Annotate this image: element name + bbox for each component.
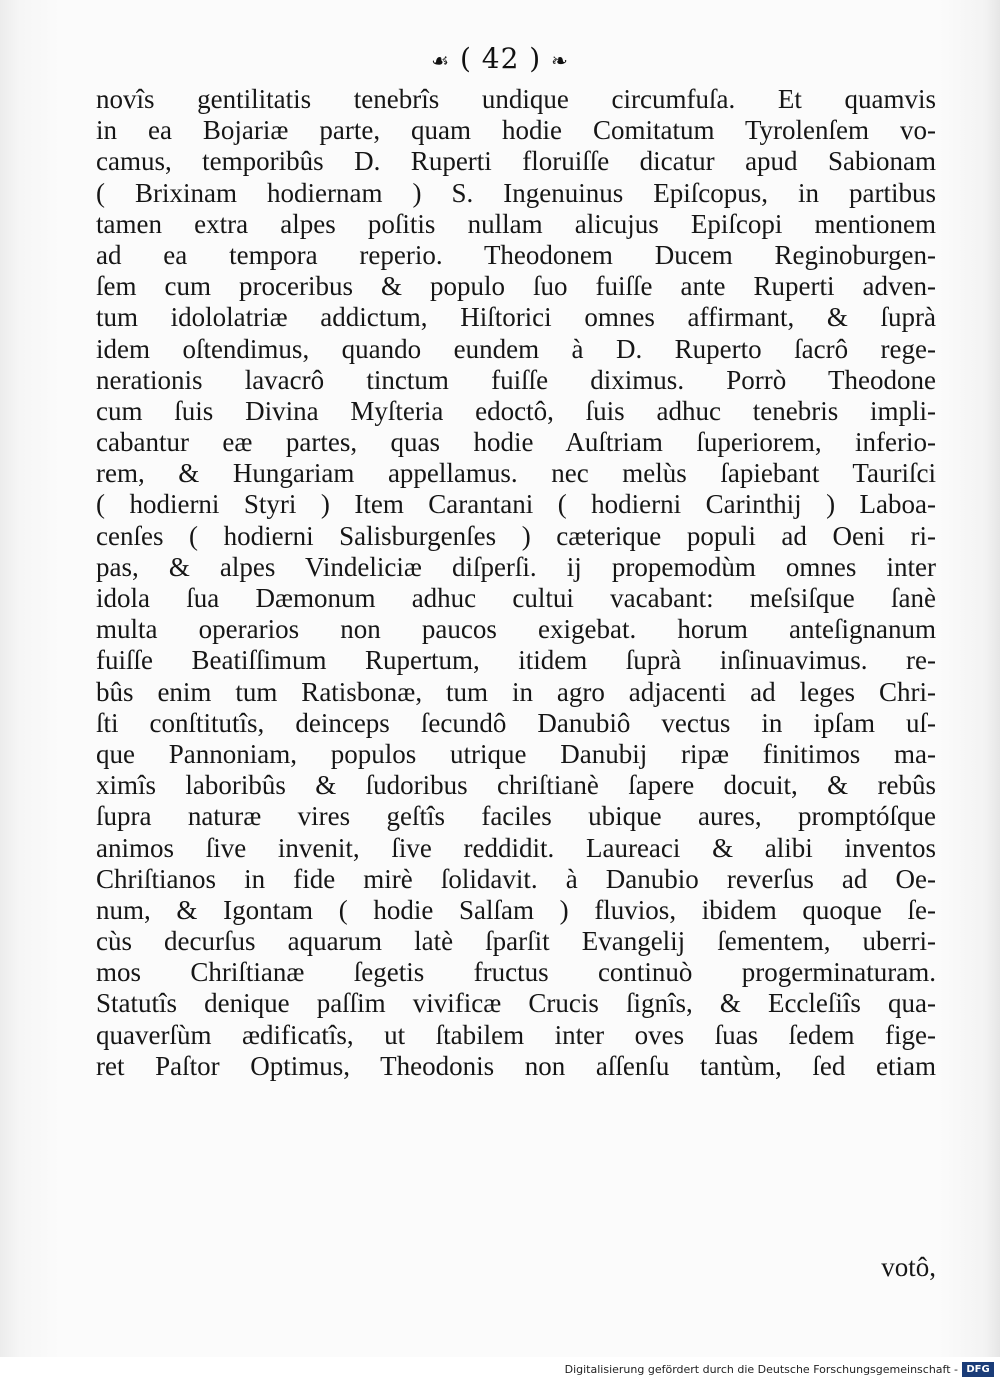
text-line: bûs enim tum Ratisbonæ, tum in agro adjacenti ad leges Chri- <box>96 676 936 707</box>
text-line: ret Paſtor Optimus, Theodonis non aſſenſu tantùm, ſed etiam <box>96 1050 936 1081</box>
text-line: nerationis lavacrô tinctum fuiſſe diximus. Porrò Theodone <box>96 364 936 395</box>
text-line: quaverſùm ædificatîs, ut ſtabilem inter oves ſuas ſedem fige- <box>96 1019 936 1050</box>
text-line: ſti conſtitutîs, deinceps ſecundô Danubiô vectus in ipſam uſ- <box>96 707 936 738</box>
text-line: Statutîs denique paſſim vivificæ Crucis ſignîs, & Eccleſiîs qua- <box>96 988 936 1019</box>
catchword: votô, <box>881 1252 936 1282</box>
page-header <box>0 42 1000 75</box>
text-line: Chriſtianos in fide mirè ſolidavit. à Danubio reverſus ad Oe- <box>96 863 936 894</box>
text-line: mos Chriſtianæ ſegetis fructus continuò progerminaturam. <box>96 957 936 988</box>
ornament-left-icon: ☙ <box>431 48 451 73</box>
text-line: rem, & Hungariam appellamus. nec melùs ſapiebant Tauriſci <box>96 458 936 489</box>
text-line: animos ſive invenit, ſive reddidit. Laureaci & alibi inventos <box>96 832 936 863</box>
text-line: fuiſſe Beatiſſimum Rupertum, itidem ſuprà inſinuavimus. re- <box>96 645 936 676</box>
footer-credit: Digitalisierung gefördert durch die Deutsche Forschungsgemeinschaft - <box>564 1362 958 1376</box>
text-line: ximîs laboribûs & ſudoribus chriſtianè ſapere docuit, & rebûs <box>96 770 936 801</box>
page-number: ( 42 ) <box>459 42 542 75</box>
text-line: ſupra naturæ vires geſtîs faciles ubique aures, promptóſque <box>96 801 936 832</box>
ornament-right-icon: ❧ <box>551 48 569 73</box>
text-line: pas, & alpes Vindeliciæ diſperſi. ij propemodùm omnes inter <box>96 551 936 582</box>
text-line: tamen extra alpes poſitis nullam alicujus Epiſcopi mentionem <box>96 208 936 239</box>
text-line: num, & Igontam ( hodie Salſam ) fluvios, ibidem quoque ſe- <box>96 894 936 925</box>
text-line: ſem cum proceribus & populo ſuo fuiſſe ante Ruperti adven- <box>96 271 936 302</box>
text-line: novîs gentilitatis tenebrîs undique circumfuſa. Et quamvis <box>96 84 936 114</box>
dfg-logo-icon: DFG <box>962 1362 994 1377</box>
text-line: multa operarios non paucos exigebat. horum anteſignanum <box>96 614 936 645</box>
body-text <box>96 84 936 1082</box>
text-line: in ea Bojariæ parte, quam hodie Comitatum Tyrolenſem vo- <box>96 115 936 146</box>
text-line: cum ſuis Divina Myſteria edoctô, ſuis adhuc tenebris impli- <box>96 395 936 426</box>
text-line: cenſes ( hodierni Salisburgenſes ) cæterique populi ad Oeni ri- <box>96 520 936 551</box>
digitization-footer <box>0 1357 1000 1381</box>
text-line: cùs decurſus aquarum latè ſparſit Evangelij ſementem, uberri- <box>96 926 936 957</box>
text-line: tum idololatriæ addictum, Hiſtorici omnes affirmant, & ſuprà <box>96 302 936 333</box>
text-line: que Pannoniam, populos utrique Danubij ripæ finitimos ma- <box>96 738 936 769</box>
text-line: ( Brixinam hodiernam ) S. Ingenuinus Epiſcopus, in partibus <box>96 177 936 208</box>
text-line: idem oſtendimus, quando eundem à D. Ruperto ſacrô rege- <box>96 333 936 364</box>
text-line: cabantur eæ partes, quas hodie Auſtriam ſuperiorem, inferio- <box>96 427 936 458</box>
text-line: ( hodierni Styri ) Item Carantani ( hodierni Carinthij ) Laboa- <box>96 489 936 520</box>
text-line: idola ſua Dæmonum adhuc cultui vacabant: meſsiſque ſanè <box>96 583 936 613</box>
text-line: camus, temporibûs D. Ruperti floruiſſe dicatur apud Sabionam <box>96 146 936 177</box>
text-line: ad ea tempora reperio. Theodonem Ducem Reginoburgen- <box>96 239 936 270</box>
